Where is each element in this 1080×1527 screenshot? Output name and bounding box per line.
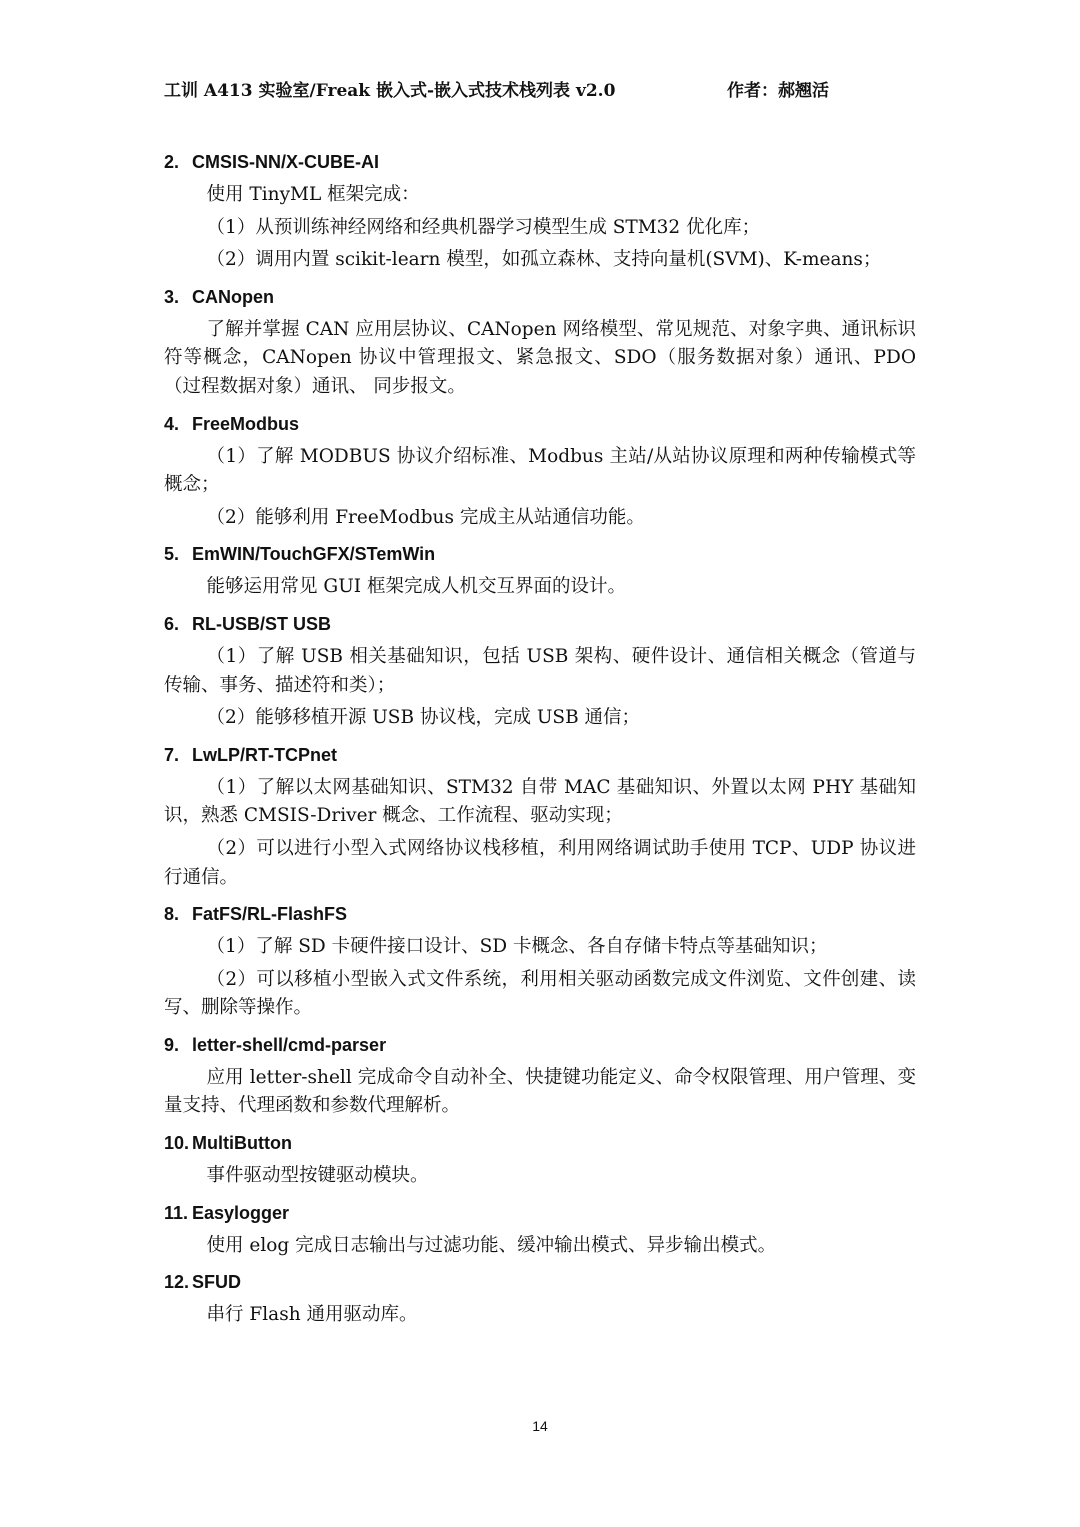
section (164, 279, 916, 402)
section-number: 5. (164, 544, 180, 565)
section-paragraph: 使用 TinyML 框架完成： (206, 184, 420, 205)
section-number: 11. (164, 1202, 189, 1223)
section-number: 7. (164, 744, 180, 765)
section (164, 1027, 916, 1121)
section-number: 8. (164, 904, 180, 925)
section (164, 144, 916, 275)
section-paragraph: （2）能够移植开源 USB 协议栈，完成 USB 通信； (206, 707, 641, 729)
page-number: 14 (532, 1418, 548, 1434)
section-heading (164, 1027, 916, 1064)
document-body (164, 144, 916, 1334)
section (164, 406, 916, 533)
section-heading (164, 279, 916, 316)
section-heading (164, 737, 916, 774)
section-paragraph: （1）从预训练神经网络和经典机器学习模型生成 STM32 优化库； (206, 216, 761, 238)
section-paragraph: （2）调用内置 scikit-learn 模型，如孤立森林、支持向量机(SVM)、K-means； (206, 249, 882, 271)
section-heading (164, 896, 916, 933)
section-number: 10. (164, 1133, 190, 1154)
section-title: EmWIN/TouchGFX/STemWin (192, 544, 436, 565)
section-paragraph: 使用 elog 完成日志输出与过滤功能、缓冲输出模式、异步输出模式。 (206, 1234, 777, 1256)
section-paragraph: 应用 letter-shell 完成命令自动补全、快捷键功能定义、命令权限管理、用户管理、变量支持、代理函数和参数代理解析。 (164, 1066, 916, 1117)
section-paragraph: 了解并掌握 CAN 应用层协议、CANopen 网络模型、常见规范、对象字典、通讯标识符等概念，CANopen 协议中管理报文、紧急报文、SDO（服务数据对象）通讯、PDO（过程数据对象）通讯、 同步报文。 (164, 318, 916, 397)
section (164, 737, 916, 892)
document-title: 工训 A413 实验室/Freak 嵌入式-嵌入式技术栈列表 v2.0 (164, 81, 616, 101)
section-heading (164, 1264, 916, 1301)
section-paragraph: （2）可以移植小型嵌入式文件系统，利用相关驱动函数完成文件浏览、文件创建、读写、删除等操作。 (164, 968, 916, 1019)
section (164, 1264, 916, 1330)
section (164, 606, 916, 733)
section-heading (164, 536, 916, 573)
section-number: 6. (164, 613, 180, 634)
section (164, 896, 916, 1023)
page-header (164, 76, 924, 106)
section-title: CMSIS-NN/X-CUBE-AI (192, 152, 379, 172)
section-paragraph: （1）了解 MODBUS 协议介绍标准、Modbus 主站/从站协议原理和两种传输模式等概念； (164, 445, 916, 496)
section-title: FreeModbus (192, 413, 300, 434)
section-title: CANopen (192, 286, 274, 307)
section-number: 3. (164, 286, 180, 307)
section-number: 9. (164, 1034, 180, 1055)
section-number: 4. (164, 413, 180, 434)
section (164, 1195, 916, 1261)
section-title: letter-shell/cmd-parser (192, 1034, 387, 1055)
section-paragraph: （2）可以进行小型入式网络协议栈移植，利用网络调试助手使用 TCP、UDP 协议进行通信。 (164, 837, 916, 888)
section-paragraph: 串行 Flash 通用驱动库。 (206, 1304, 418, 1326)
document-author: 作者：郝翘活 (727, 81, 829, 101)
section-paragraph: （1）了解以太网基础知识、STM32 自带 MAC 基础知识、外置以太网 PHY 基础知识，熟悉 CMSIS-Driver 概念、工作流程、驱动实现； (164, 776, 916, 827)
section-title: Easylogger (192, 1202, 290, 1223)
section-paragraph: （2）能够利用 FreeModbus 完成主从站通信功能。 (206, 506, 645, 528)
section-title: FatFS/RL-FlashFS (192, 904, 348, 925)
section (164, 1125, 916, 1191)
section-paragraph: 能够运用常见 GUI 框架完成人机交互界面的设计。 (206, 576, 626, 598)
section-heading (164, 1125, 916, 1162)
section-title: MultiButton (192, 1133, 292, 1154)
section-number: 2. (164, 152, 180, 172)
section-heading (164, 1195, 916, 1232)
section-title: LwLP/RT-TCPnet (192, 744, 337, 765)
section-title: RL-USB/ST USB (192, 613, 331, 634)
section-number: 12. (164, 1272, 190, 1293)
section-paragraph: （1）了解 USB 相关基础知识，包括 USB 架构、硬件设计、通信相关概念（管道与传输、事务、描述符和类）； (164, 645, 916, 696)
section-heading (164, 144, 916, 181)
section (164, 536, 916, 602)
section-paragraph: （1）了解 SD 卡硬件接口设计、SD 卡概念、各自存储卡特点等基础知识； (206, 936, 828, 958)
section-paragraph: 事件驱动型按键驱动模块。 (206, 1165, 429, 1187)
section-heading (164, 406, 916, 443)
section-title: SFUD (192, 1272, 241, 1293)
section-heading (164, 606, 916, 643)
